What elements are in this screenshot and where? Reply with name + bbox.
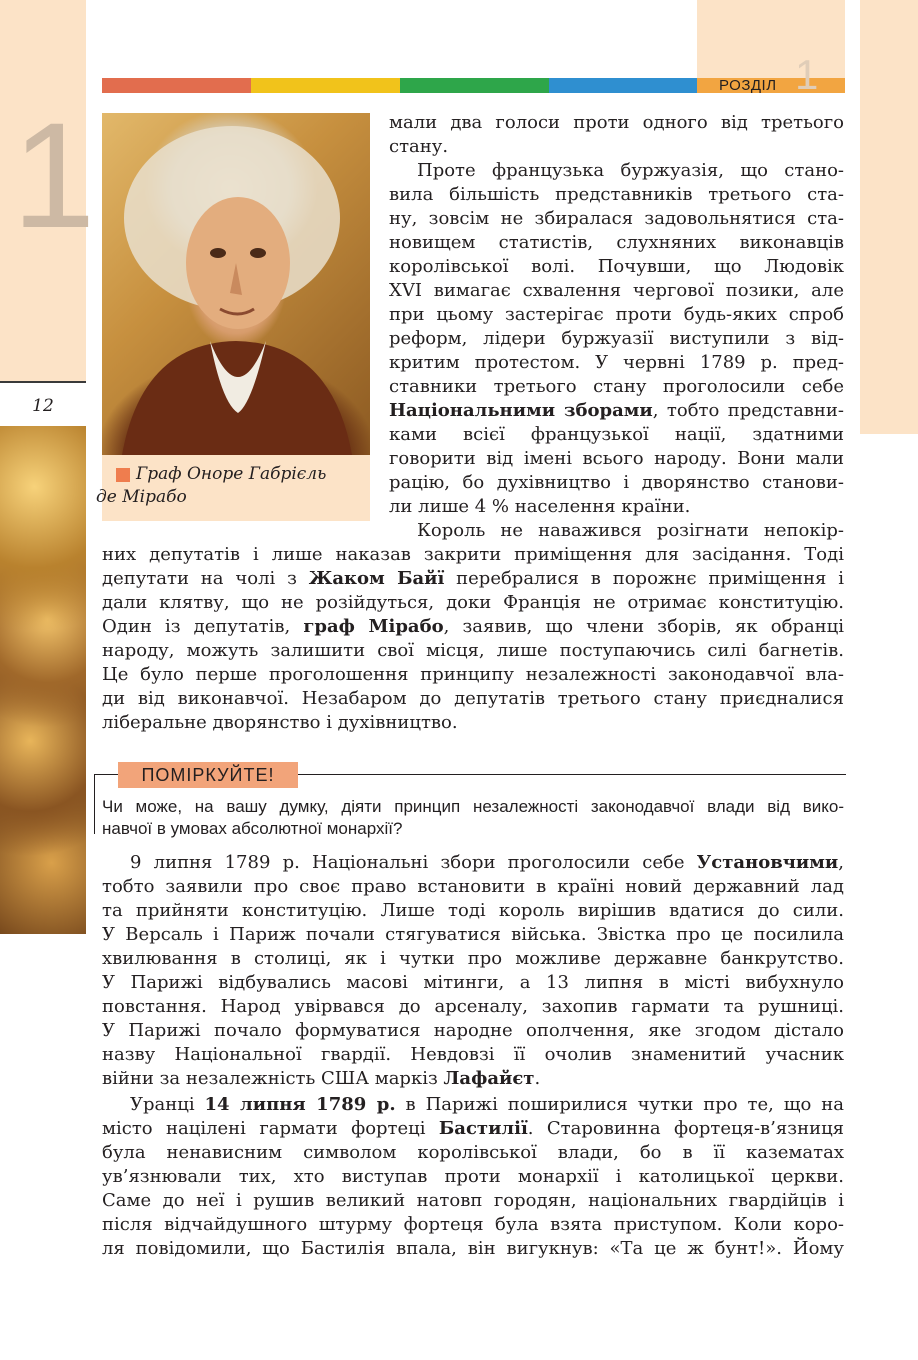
color-bar-red — [102, 78, 251, 93]
text-line: після відчайдушного штурму фортеця була взята приступом. Коли коро- — [102, 1214, 844, 1235]
paragraph-july-9 — [102, 851, 844, 1091]
text-line: Саме до неї і рушив великий натовп городян, національних гвардійців і — [102, 1190, 844, 1211]
paragraph-king — [102, 543, 844, 735]
text-fragment: Уранці — [130, 1094, 205, 1115]
chapter-number: 1 — [12, 91, 96, 259]
text-line: ув’язнювали тих, хто виступав проти монархії і католицької церкви. — [102, 1166, 844, 1187]
think-box-question — [102, 796, 844, 840]
text-line: ками всієї французької нації, здатними — [389, 424, 844, 445]
text-line: новищем статистів, слухняних виконавців — [389, 232, 844, 253]
text-line: та прийняти конституцію. Лише тоді король вирішив вдатися до сили. — [102, 900, 844, 921]
text-line — [102, 615, 844, 639]
text-line: тобто заявили про своє право встановити в країні новий державний лад — [102, 876, 844, 897]
term-national-assembly: Національними зборами — [389, 400, 653, 421]
paragraph-july-14 — [102, 1093, 844, 1261]
term-bailly: Жаком Байї — [308, 568, 445, 589]
text-line: народу, можуть залишити свої місця, лише поступаючись силі багнетів. — [102, 640, 844, 661]
text-line: вила більшість представників третього ста- — [389, 184, 844, 205]
text-fragment: війни за незалежність США маркіз — [102, 1068, 444, 1089]
text-line: королівської волі. Почувши, що Людовік — [389, 256, 844, 277]
margin-divider — [0, 381, 86, 383]
margin-photo-palace-interior — [0, 426, 86, 934]
portrait-mirabeau-image — [102, 113, 370, 455]
text-line — [389, 399, 844, 423]
text-line — [102, 1117, 844, 1141]
term-lafayette: Лафайєт — [443, 1068, 535, 1089]
text-fragment: в Парижі поширилися чутки про те, що на — [395, 1094, 845, 1115]
portrait-caption-box — [96, 455, 370, 521]
term-constituent: Установчими — [696, 852, 839, 873]
text-line: Проте французька буржуазія, що стано- — [417, 160, 844, 181]
color-bar — [102, 78, 698, 93]
color-bar-green — [400, 78, 549, 93]
text-line: рацію, бо духівництво і дворянство станови- — [389, 472, 844, 493]
text-line — [102, 851, 844, 875]
caption-line-1: Граф Оноре Габрієль — [136, 464, 327, 484]
text-line — [102, 1067, 844, 1091]
text-line: У Парижі почало формуватися народне ополчення, яке згодом дістало — [102, 1020, 844, 1041]
text-line — [102, 567, 844, 591]
section-label: РОЗДІЛ — [719, 77, 777, 94]
term-bastille: Бастилії — [438, 1118, 528, 1139]
right-margin-tab — [860, 0, 918, 434]
text-fragment: . Старовинна фортеця-в’язниця — [527, 1118, 845, 1139]
portrait-illustration — [102, 113, 370, 455]
text-fragment: Один із депутатів, — [102, 616, 304, 637]
question-line: Чи може, на вашу думку, діяти принцип незалежності законодавчої влади від вико- — [102, 797, 844, 816]
text-line: ли лише 4 % населення країни. — [389, 496, 691, 517]
color-bar-blue — [549, 78, 698, 93]
text-line: назву Національної гвардії. Невдовзі її очолив знаменитий учасник — [102, 1044, 844, 1065]
caption-line-2: де Мірабо — [96, 487, 187, 507]
think-box-side-rule — [94, 774, 95, 834]
text-line: реформ, лідери буржуазії виступили з від- — [389, 328, 844, 349]
text-fragment: 9 липня 1789 р. Національні збори проголосили себе — [130, 852, 697, 873]
portrait-caption — [96, 463, 356, 509]
text-line: них депутатів і лише наказав закрити приміщення для засідання. Тоді — [102, 544, 844, 565]
text-line: була ненависним символом королівської влади, бо в її казематах — [102, 1142, 844, 1163]
text-line: стану. — [389, 136, 449, 157]
text-fragment: , заявив, що члени зборів, як обранці — [443, 616, 845, 637]
text-line: Це було перше проголошення принципу незалежності законодавчої вла- — [102, 664, 844, 685]
text-fragment: . — [534, 1068, 541, 1089]
text-fragment: депутати на чолі з — [102, 568, 309, 589]
text-fragment: , — [838, 852, 844, 873]
term-date-july-14: 14 липня 1789 р. — [204, 1094, 396, 1115]
text-line: ди від виконавчої. Незабаром до депутатів третього стану приєдналися — [102, 688, 844, 709]
text-line: ліберальне дворянство і духівництво. — [102, 712, 458, 733]
think-box-label: ПОМІРКУЙТЕ! — [118, 762, 298, 788]
text-line: мали два голоси проти одного від третього — [389, 112, 844, 133]
question-line: навчої в умовах абсолютної монархії? — [102, 819, 403, 838]
text-line: ставники третього стану проголосили себе — [389, 376, 844, 397]
section-number: 1 — [795, 51, 819, 98]
text-line: говорити від імені всього народу. Вони мали — [389, 448, 844, 469]
text-line: У Версаль і Париж почали стягуватися війська. Звістка про це посилила — [102, 924, 844, 945]
text-fragment: , тобто представни- — [652, 400, 845, 421]
text-line: повстання. Народ увірвався до арсеналу, захопив гармати та рушниці. — [102, 996, 844, 1017]
color-bar-yellow — [251, 78, 400, 93]
text-fragment: місто націлені гармати фортеці — [102, 1118, 439, 1139]
text-line: XVI вимагає схвалення чергової позики, але — [389, 280, 844, 301]
page-number: 12 — [32, 396, 54, 416]
text-line — [102, 1093, 844, 1117]
column-text-block — [389, 111, 844, 543]
term-mirabeau: граф Мірабо — [303, 616, 444, 637]
section-header — [697, 51, 845, 98]
text-line: ну, зовсім не збиралася задовольнятися ста- — [389, 208, 844, 229]
text-line: Король не наважився розігнати непокір- — [417, 520, 844, 541]
text-line: дали клятву, що не розійдуться, доки Франція не отримає конституцію. — [102, 592, 844, 613]
text-line: ля повідомили, що Бастилія впала, він вигукнув: «Та це ж бунт!». Йому — [102, 1238, 844, 1259]
text-fragment: перебралися в порожнє приміщення і — [444, 568, 844, 589]
text-line: критим протестом. У червні 1789 р. пред- — [389, 352, 844, 373]
section-tab — [697, 0, 845, 78]
text-line: хвилювання в столиці, як і чутки про можливе державне банкрутство. — [102, 948, 844, 969]
text-line: У Парижі відбувались масові мітинги, а 13 липня в місті вибухнуло — [102, 972, 844, 993]
text-line: при цьому застерігає проти будь-яких спроб — [389, 304, 844, 325]
